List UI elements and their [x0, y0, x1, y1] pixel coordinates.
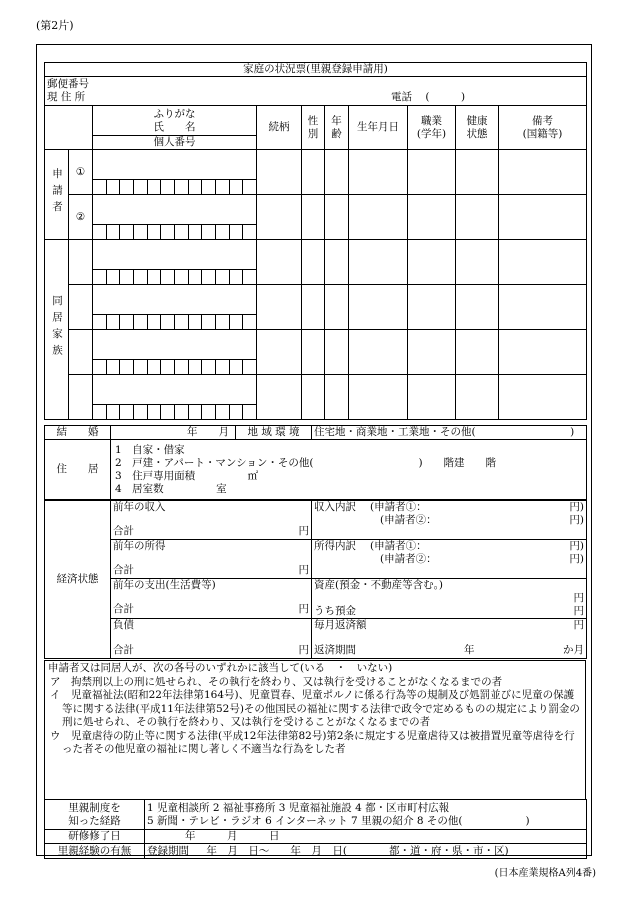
- cohabitant-4-health[interactable]: [456, 375, 499, 420]
- postal-label: 郵便番号: [47, 78, 89, 90]
- repayment-cell[interactable]: 毎月返済額 円 返済期間 年 か月: [312, 619, 587, 659]
- route-table: [44, 799, 587, 859]
- cohabitant-1-occupation[interactable]: [408, 240, 456, 285]
- situation-table: [44, 425, 587, 500]
- debt-cell[interactable]: 負債 合計 円: [111, 619, 312, 659]
- cohabitant-4-remarks[interactable]: [499, 375, 587, 420]
- cohabitant-label: 同居家族: [45, 240, 69, 420]
- header-health: 健康 状態: [456, 106, 499, 150]
- prev-income-cell[interactable]: 前年の収入 合計 円: [111, 501, 312, 540]
- earnings-detail-cell[interactable]: 所得内訳 (申請者①： 円) (申請者②： 円): [312, 540, 587, 579]
- applicant-1-birth[interactable]: [349, 150, 408, 195]
- cohabitant-3-sex[interactable]: [302, 330, 325, 375]
- applicant-1-occupation[interactable]: [408, 150, 456, 195]
- eligibility-item-a: ア 拘禁刑以上の刑に処せられ、その執行を終わり、又は執行を受けることがなくなるまでの者: [50, 675, 503, 688]
- prev-expense-cell[interactable]: 前年の支出(生活費等) 合計 円: [111, 579, 312, 619]
- cohabitant-4-age[interactable]: [325, 375, 349, 420]
- header-furigana: ふりがな: [153, 107, 196, 120]
- applicant-2-id-boxes[interactable]: [93, 225, 257, 240]
- cohabitant-3-remarks[interactable]: [499, 330, 587, 375]
- residence-line-4: 4 居室数 室: [115, 482, 227, 495]
- cohabitant-1-sex[interactable]: [302, 240, 325, 285]
- header-remarks: 備考 (国籍等): [499, 106, 587, 150]
- eligibility-block: [44, 660, 586, 800]
- form-title: 家庭の状況票(里親登録申請用): [45, 63, 587, 77]
- environment-value[interactable]: 住宅地・商業地・工業地・その他( ): [312, 426, 587, 440]
- cohabitant-1-name[interactable]: [93, 240, 257, 270]
- experience-label: 里親経験の有無: [45, 844, 145, 859]
- eligibility-item-i: イ 児童福祉法(昭和22年法律第164号)、児童買春、児童ポルノに係る行為等の規制及び処罰並びに児童の保護等に関する法律(平成11年法律第52号)その他国民の福祉に関する法律で政令で定めるものの規定により罰金の刑に処せられ、その執行を終わり、又は執行を受けることがなくなるまでの者: [50, 689, 580, 728]
- header-id-number: 個人番号: [93, 136, 257, 150]
- cohabitant-4-relation[interactable]: [257, 375, 302, 420]
- training-label: 研修修了日: [45, 830, 145, 844]
- cohabitant-1-age[interactable]: [325, 240, 349, 285]
- header-relation: 続柄: [257, 106, 302, 150]
- cohabitant-3-num: [69, 330, 93, 375]
- applicant-num-1: ①: [69, 150, 93, 195]
- cohabitant-2-birth[interactable]: [349, 285, 408, 330]
- header-furigana-name: [93, 106, 257, 136]
- phone-paren: ( ): [425, 91, 466, 103]
- residence-line-2: 2 戸建・アパート・マンション・その他( ) 階建 階: [115, 456, 497, 469]
- applicant-1-sex[interactable]: [302, 150, 325, 195]
- applicant-1-health[interactable]: [456, 150, 499, 195]
- header-birth: 生年月日: [349, 106, 408, 150]
- page-label: (第2片): [36, 19, 74, 32]
- cohabitant-3-id-boxes[interactable]: [93, 360, 257, 375]
- cohabitant-4-num: [69, 375, 93, 420]
- cohabitant-4-birth[interactable]: [349, 375, 408, 420]
- applicant-1-remarks[interactable]: [499, 150, 587, 195]
- cohabitant-2-age[interactable]: [325, 285, 349, 330]
- cohabitant-1-remarks[interactable]: [499, 240, 587, 285]
- marriage-label: 結 婚: [45, 426, 111, 440]
- cohabitant-1-health[interactable]: [456, 240, 499, 285]
- cohabitant-4-id-boxes[interactable]: [93, 405, 257, 420]
- experience-value[interactable]: 登録期間 年 月 日〜 年 月 日( 都・道・府・県・市・区): [145, 844, 587, 859]
- header-blank: [45, 106, 93, 150]
- cohabitant-2-occupation[interactable]: [408, 285, 456, 330]
- cohabitant-2-remarks[interactable]: [499, 285, 587, 330]
- header-name: 氏 名: [153, 120, 196, 133]
- applicant-1-age[interactable]: [325, 150, 349, 195]
- cohabitant-1-id-boxes[interactable]: [93, 270, 257, 285]
- applicant-2-health[interactable]: [456, 195, 499, 240]
- applicant-2-sex[interactable]: [302, 195, 325, 240]
- route-label: 里親制度を 知った経路: [45, 800, 145, 830]
- applicant-2-remarks[interactable]: [499, 195, 587, 240]
- applicant-2-name-cell[interactable]: [93, 195, 257, 225]
- cohabitant-3-age[interactable]: [325, 330, 349, 375]
- applicant-num-2: ②: [69, 195, 93, 240]
- cohabitant-4-sex[interactable]: [302, 375, 325, 420]
- residence-label: 住 居: [45, 440, 111, 500]
- cohabitant-2-num: [69, 285, 93, 330]
- applicant-2-birth[interactable]: [349, 195, 408, 240]
- economy-table: [44, 500, 587, 659]
- cohabitant-3-health[interactable]: [456, 330, 499, 375]
- cohabitant-2-sex[interactable]: [302, 285, 325, 330]
- address-block: [45, 77, 587, 106]
- header-occupation: 職業 (学年): [408, 106, 456, 150]
- income-detail-cell[interactable]: 収入内訳 (申請者①： 円) (申請者②： 円): [312, 501, 587, 540]
- route-options[interactable]: 1 児童相談所 2 福祉事務所 3 児童福祉施設 4 都・区市町村広報 5 新聞・テレビ・ラジオ 6 インターネット 7 里親の紹介 8 その他( ): [145, 800, 587, 830]
- household-table: [44, 62, 587, 420]
- cohabitant-1-relation[interactable]: [257, 240, 302, 285]
- header-sex: 性別: [302, 106, 325, 150]
- cohabitant-2-relation[interactable]: [257, 285, 302, 330]
- applicant-1-id-boxes[interactable]: [93, 180, 257, 195]
- cohabitant-3-relation[interactable]: [257, 330, 302, 375]
- cohabitant-2-id-boxes[interactable]: [93, 315, 257, 330]
- eligibility-item-u: ウ 児童虐待の防止等に関する法律(平成12年法律第82号)第2条に規定する児童虐待又は被措置児童等虐待を行った者その他児童の福祉に関し著しく不適当な行為をした者: [50, 729, 575, 755]
- cohabitant-3-birth[interactable]: [349, 330, 408, 375]
- header-age: 年齢: [325, 106, 349, 150]
- prev-earnings-cell[interactable]: 前年の所得 合計 円: [111, 540, 312, 579]
- cohabitant-2-health[interactable]: [456, 285, 499, 330]
- applicant-2-age[interactable]: [325, 195, 349, 240]
- residence-line-1: 1 自家・借家: [115, 443, 185, 456]
- eligibility-intro[interactable]: 申請者又は同居人が、次の各号のいずれかに該当して(いる ・ いない): [48, 662, 393, 674]
- cohabitant-4-occupation[interactable]: [408, 375, 456, 420]
- applicant-1-name-cell[interactable]: [93, 150, 257, 180]
- applicant-2-relation[interactable]: [257, 195, 302, 240]
- cohabitant-4-name[interactable]: [93, 375, 257, 405]
- marriage-date[interactable]: 年 月: [111, 426, 236, 440]
- residence-line-3: 3 住戸専用面積 ㎡: [115, 469, 259, 482]
- footer-note: (日本産業規格A列4番): [494, 868, 596, 879]
- assets-cell[interactable]: 資産(預金・不動産等含む。) 円 うち預金 円: [312, 579, 587, 619]
- address-label: 現 住 所: [47, 91, 86, 103]
- cohabitant-2-name[interactable]: [93, 285, 257, 315]
- applicant-1-relation[interactable]: [257, 150, 302, 195]
- cohabitant-1-num: [69, 240, 93, 285]
- cohabitant-3-name[interactable]: [93, 330, 257, 360]
- cohabitant-3-occupation[interactable]: [408, 330, 456, 375]
- form-frame: [36, 44, 592, 856]
- training-date[interactable]: 年 月 日: [145, 830, 587, 844]
- residence-options[interactable]: [111, 440, 587, 500]
- applicant-label: 申請者: [45, 150, 69, 240]
- applicant-2-occupation[interactable]: [408, 195, 456, 240]
- economy-label: 経済状態: [45, 501, 111, 659]
- phone-label: 電話: [391, 91, 412, 103]
- environment-label: 地 域 環 境: [236, 426, 312, 440]
- cohabitant-1-birth[interactable]: [349, 240, 408, 285]
